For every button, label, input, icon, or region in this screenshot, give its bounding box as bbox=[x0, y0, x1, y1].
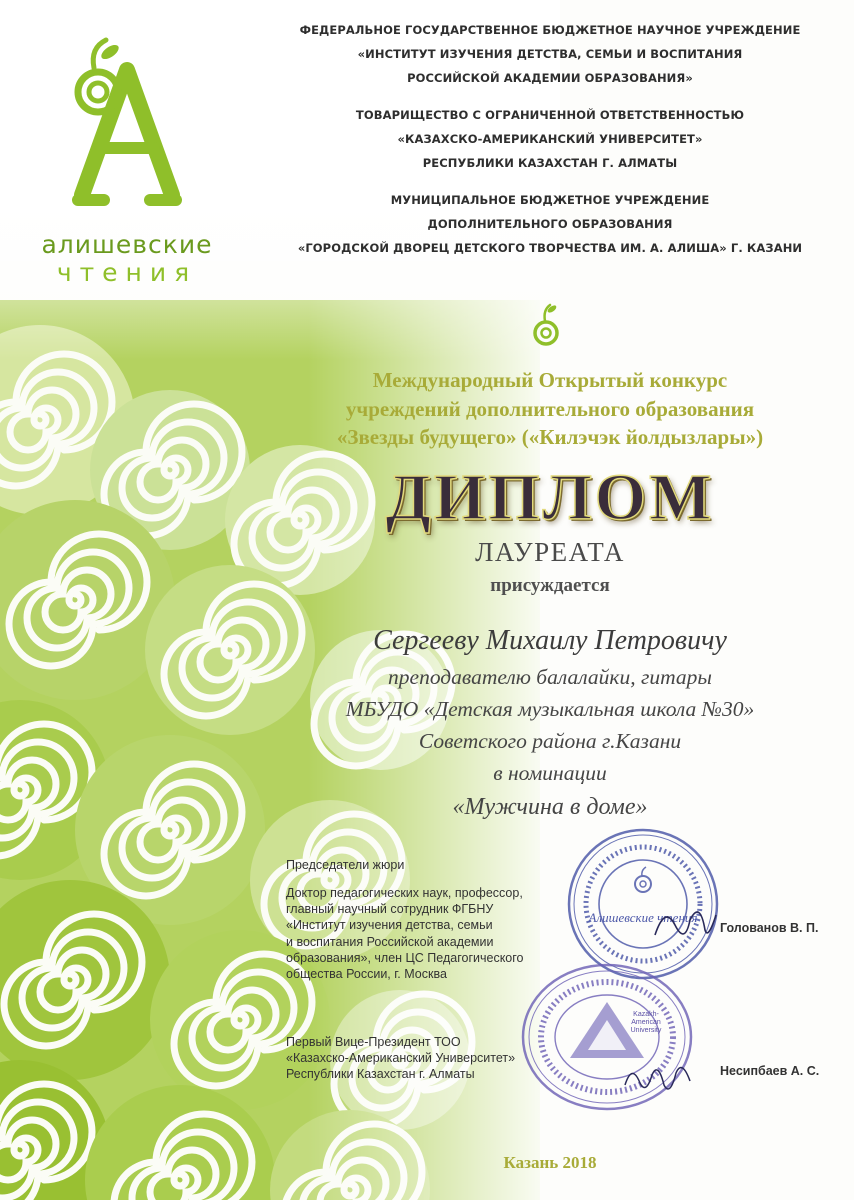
organizers bbox=[290, 18, 810, 273]
logo-letter-a-icon bbox=[22, 30, 232, 230]
organizer-line: РЕСПУБЛИКИ КАЗАХСТАН Г. АЛМАТЫ bbox=[422, 156, 678, 170]
organizer-2 bbox=[290, 103, 810, 175]
jury-line: Республики Казахстан г. Алматы bbox=[286, 1067, 475, 1082]
jury-title: Председатели жюри bbox=[286, 858, 405, 872]
recipient-detail-line: МБУДО «Детская музыкальная школа №30» bbox=[345, 697, 755, 721]
recipient-detail-line: в номинации bbox=[493, 761, 607, 785]
contest-title bbox=[270, 366, 830, 452]
organizer-3 bbox=[290, 188, 810, 260]
stamp-2-center-line: American bbox=[631, 1019, 661, 1026]
city-year: Казань 2018 bbox=[503, 1153, 597, 1172]
logo bbox=[22, 30, 222, 287]
jury-line: «Казахско-Американский Университет» bbox=[286, 1051, 516, 1066]
logo-text-line2: чтения bbox=[56, 258, 198, 287]
organizer-line: МУНИЦИПАЛЬНОЕ БЮДЖЕТНОЕ УЧРЕЖДЕНИЕ bbox=[390, 193, 710, 207]
diploma-title: ДИПЛОМ bbox=[385, 461, 715, 534]
jury-chair-1-name: Голованов В. П. bbox=[720, 921, 819, 935]
recipient-details bbox=[260, 661, 840, 823]
organizer-line: РОССИЙСКОЙ АКАДЕМИИ ОБРАЗОВАНИЯ» bbox=[407, 71, 693, 85]
signature-nesipbaev-icon bbox=[620, 1055, 700, 1105]
jury-chair-2-name: Несипбаев А. С. bbox=[720, 1064, 820, 1078]
organizer-line: ТОВАРИЩЕСТВО С ОГРАНИЧЕННОЙ ОТВЕТСТВЕННОСТЬЮ bbox=[355, 108, 745, 122]
organizer-line: «ИНСТИТУТ ИЗУЧЕНИЯ ДЕТСТВА, СЕМЬИ И ВОСПИТАНИЯ bbox=[357, 47, 743, 61]
stamp-2-center-line: University bbox=[630, 1027, 662, 1034]
jury-line: образования», член ЦС Педагогического bbox=[286, 950, 524, 965]
contest-line: учреждений дополнительного образования bbox=[345, 396, 755, 421]
recipient-detail-line: преподавателю балалайки, гитары bbox=[388, 665, 712, 689]
apple-spiral-icon bbox=[533, 300, 559, 348]
jury-line: общества России, г. Москва bbox=[286, 967, 447, 982]
jury-line: главный научный сотрудник ФГБНУ bbox=[286, 902, 494, 917]
recipient-name: Сергееву Михаилу Петровичу bbox=[373, 625, 727, 656]
jury-line: «Институт изучения детства, семьи bbox=[286, 918, 493, 933]
jury-line: Доктор педагогических наук, профессор, bbox=[286, 886, 523, 900]
jury-line: и воспитания Российской академии bbox=[286, 934, 494, 949]
recipient-detail-line: Советского района г.Казани bbox=[418, 729, 682, 753]
nomination: «Мужчина в доме» bbox=[452, 794, 648, 820]
organizer-line: ДОПОЛНИТЕЛЬНОГО ОБРАЗОВАНИЯ bbox=[427, 217, 673, 231]
logo-text-line1: алишевские bbox=[41, 230, 213, 259]
organizer-line: «ГОРОДСКОЙ ДВОРЕЦ ДЕТСКОГО ТВОРЧЕСТВА ИМ. А. АЛИША» Г. КАЗАНИ bbox=[297, 241, 803, 255]
contest-line: Международный Открытый конкурс bbox=[372, 368, 728, 392]
signature-golovanov-icon bbox=[650, 895, 720, 950]
stamp-2-center-line: Kazakh- bbox=[633, 1011, 659, 1018]
awarded-text: присуждается bbox=[490, 575, 610, 596]
organizer-line: ФЕДЕРАЛЬНОЕ ГОСУДАРСТВЕННОЕ БЮДЖЕТНОЕ НАУЧНОЕ УЧРЕЖДЕНИЕ bbox=[299, 23, 801, 37]
contest-line: «Звезды будущего» («Килэчэк йолдызлары») bbox=[336, 425, 764, 449]
diploma-subtitle: ЛАУРЕАТА bbox=[475, 537, 625, 567]
jury-line: Первый Вице-Президент ТОО bbox=[286, 1035, 461, 1049]
organizer-line: «КАЗАХСКО-АМЕРИКАНСКИЙ УНИВЕРСИТЕТ» bbox=[397, 132, 703, 146]
stamp-1-center-text: Алишевские чтения bbox=[588, 910, 698, 925]
organizer-1 bbox=[290, 18, 810, 90]
